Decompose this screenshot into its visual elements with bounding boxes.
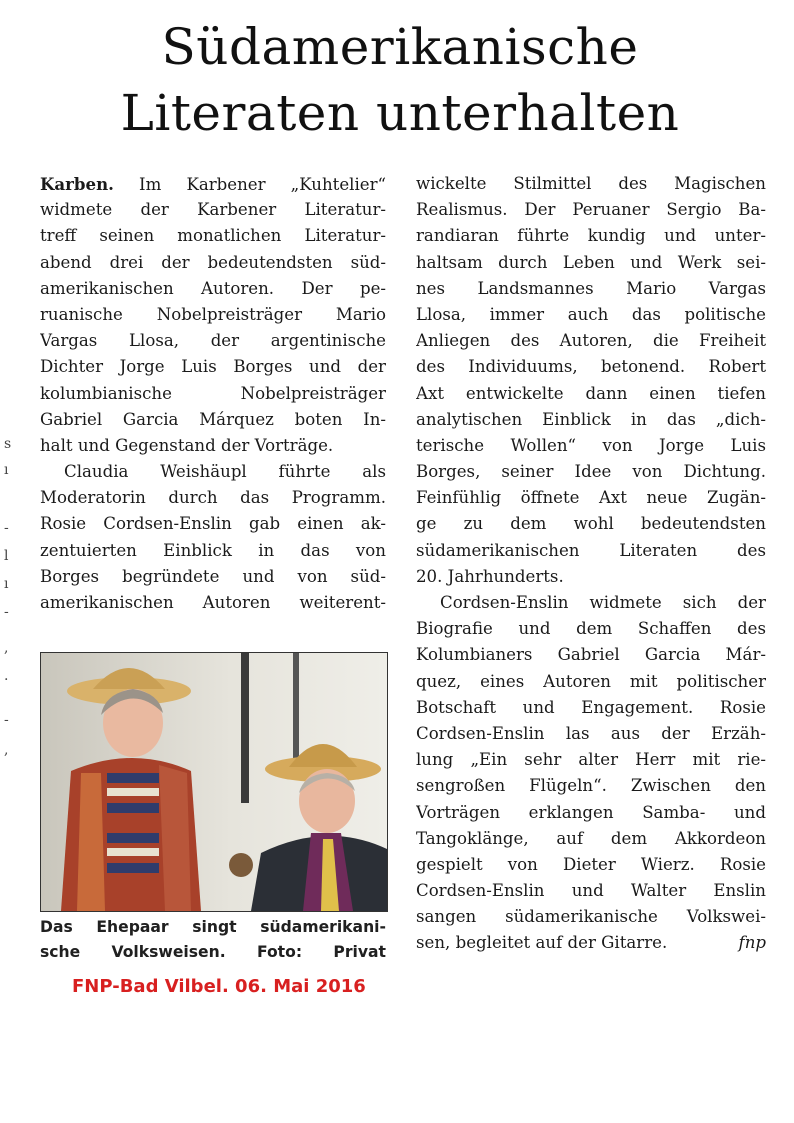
article-line: amerikanischen Autoren weiterent- xyxy=(40,593,386,612)
photo-illustration xyxy=(41,653,387,911)
article-line: sangen südamerikanische Volkswei- xyxy=(416,907,766,927)
margin-fragment: - xyxy=(4,712,9,728)
article-line: Tangoklänge, auf dem Akkordeon xyxy=(416,828,766,848)
article-line xyxy=(416,930,766,956)
article-line: des Individuums, betonend. Robert xyxy=(416,357,766,377)
article-line: Rosie Cordsen-Enslin gab einen ak- xyxy=(40,514,386,534)
article-line: wickelte Stilmittel des Magischen xyxy=(416,174,766,193)
headline xyxy=(30,14,770,146)
article-line: randiaran führte kundig und unter- xyxy=(416,226,766,246)
caption-line: Das Ehepaar singt südamerikani- xyxy=(40,918,386,936)
article-line: quez, eines Autoren mit politischer xyxy=(416,671,766,691)
margin-fragment: , xyxy=(4,640,9,656)
caption-line: sche Volksweisen. Foto: Privat xyxy=(40,943,386,961)
article-line: Moderatorin durch das Programm. xyxy=(40,488,386,508)
headline-line-2: Literaten unterhalten xyxy=(120,84,680,142)
dateline: Karben. xyxy=(40,174,114,194)
article-line: Biografie und dem Schaffen des xyxy=(416,619,766,639)
article-line: Botschaft und Engagement. Rosie xyxy=(416,697,766,717)
article-line: halt und Gegenstand der Vorträge. xyxy=(40,435,334,455)
article-line: analytischen Einblick in das „dich- xyxy=(416,409,766,429)
article-line: zentuierten Einblick in das von xyxy=(40,540,386,560)
article-line: ruanische Nobelpreisträger Mario xyxy=(40,304,386,324)
article-line: haltsam durch Leben und Werk sei- xyxy=(416,252,766,272)
headline-line-1: Südamerikanische xyxy=(161,18,639,76)
article-column-right xyxy=(416,171,766,957)
line-text: sen, begleitet auf der Gitarre. xyxy=(416,933,668,953)
margin-fragment: - xyxy=(4,520,9,536)
article-photo xyxy=(40,652,388,912)
article-line: Kolumbianers Gabriel Garcia Már- xyxy=(416,645,766,665)
article-line: amerikanischen Autoren. Der pe- xyxy=(40,278,386,298)
article-line: Cordsen-Enslin widmete sich der xyxy=(440,593,766,612)
article-line: Feinfühlig öffnete Axt neue Zugän- xyxy=(416,488,766,508)
margin-fragment: ı xyxy=(4,462,9,478)
article-line: Realismus. Der Peruaner Sergio Ba- xyxy=(416,200,766,220)
author-signature: fnp xyxy=(738,933,766,953)
article-line: Llosa, immer auch das politische xyxy=(416,304,766,324)
margin-fragment: . xyxy=(4,668,9,684)
article-line: Anliegen des Autoren, die Freiheit xyxy=(416,331,766,351)
article-line: Borges begründete und von süd- xyxy=(40,566,386,586)
article-line: ge zu dem wohl bedeutendsten xyxy=(416,514,766,534)
article-line: Vargas Llosa, der argentinische xyxy=(40,331,386,351)
photo-caption xyxy=(40,915,386,965)
article-line: widmete der Karbener Literatur- xyxy=(40,200,386,220)
article-line: Cordsen-Enslin und Walter Enslin xyxy=(416,881,766,901)
article-line: Cordsen-Enslin las aus der Erzäh- xyxy=(416,723,766,743)
article-line: Claudia Weishäupl führte als xyxy=(64,462,386,482)
margin-fragment: , xyxy=(4,742,9,758)
article-line: 20. Jahrhunderts. xyxy=(416,566,564,586)
article-line: Dichter Jorge Luis Borges und der xyxy=(40,357,386,377)
article-line: abend drei der bedeutendsten süd- xyxy=(40,252,386,272)
article-line: Axt entwickelte dann einen tiefen xyxy=(416,383,766,403)
line-text: Im Karbener „Kuhtelier“ xyxy=(113,175,386,194)
article-line xyxy=(40,171,386,197)
margin-fragment: s xyxy=(4,436,12,452)
source-credit: FNP-Bad Vilbel. 06. Mai 2016 xyxy=(72,976,366,997)
article-line: lung „Ein sehr alter Herr mit rie- xyxy=(416,750,766,770)
article-line: nes Landsmannes Mario Vargas xyxy=(416,278,766,298)
margin-fragment: - xyxy=(4,604,9,620)
article-line: südamerikanischen Literaten des xyxy=(416,540,766,560)
article-line: Vorträgen erklangen Samba- und xyxy=(416,802,766,822)
article-line: Borges, seiner Idee von Dichtung. xyxy=(416,462,766,482)
article-line: Gabriel Garcia Márquez boten In- xyxy=(40,409,386,429)
article-line: gespielt von Dieter Wierz. Rosie xyxy=(416,854,766,874)
article-line: sengroßen Flügeln“. Zwischen den xyxy=(416,776,766,796)
article-line: kolumbianische Nobelpreisträger xyxy=(40,383,386,403)
margin-fragment: ı xyxy=(4,576,9,592)
article-column-left xyxy=(40,171,386,616)
article-line: terische Wollen“ von Jorge Luis xyxy=(416,435,766,455)
article-line: treff seinen monatlichen Literatur- xyxy=(40,226,386,246)
margin-fragment: l xyxy=(4,548,9,564)
